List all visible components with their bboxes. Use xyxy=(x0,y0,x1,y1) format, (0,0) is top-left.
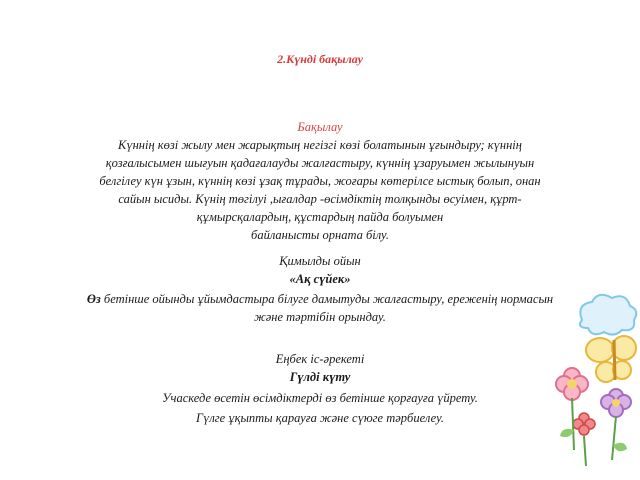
work-name: Гүлді күту xyxy=(289,370,351,384)
page-title: 2.Күнді бақылау xyxy=(277,52,363,66)
observation-line: Күннің көзі жылу мен жарықтың негізгі көзі болатынын ұғындыру; күннің xyxy=(118,138,522,152)
game-line: және тәртібін орындау. xyxy=(254,310,386,324)
cloud-icon xyxy=(580,295,636,335)
game-line xyxy=(40,290,600,308)
observation-line: белгілеу күн ұзын, күннің көзі ұзақ тұрады, жоғары көтерілсе ыстық болып, онан xyxy=(99,174,541,188)
work-line: Учаскеде өсетін өсімдіктерді өз бетінше қорғауға үйрету. xyxy=(162,391,478,405)
decoration-illustration xyxy=(520,280,640,480)
work-line: Гүлге ұқыпты қарауға және сүюге тәрбиелеу. xyxy=(195,411,445,425)
observation-line: байланысты орната білу. xyxy=(251,228,389,242)
observation-line: сайын ысиды. Күнің төгілуі ,ығалдар -өсімдіктің толқынды өсуімен, құрт- xyxy=(118,192,522,206)
butterfly-icon xyxy=(586,336,636,382)
game-lead-word: Өз xyxy=(86,292,101,306)
flower-icon xyxy=(556,368,631,466)
work-heading: Еңбек іс-әрекеті xyxy=(275,352,365,366)
observation-line: қозғалысымен шығуын қадағалауды жалғастыру, күннің ұзаруымен жылынуын xyxy=(105,156,535,170)
game-text xyxy=(40,290,600,326)
game-line-rest: бетінше ойынды ұйымдастыра білуге дамытуды жалғастыру, ереженің нормасын xyxy=(100,292,554,306)
game-heading: Қимылды ойын xyxy=(279,254,361,268)
observation-line: құмырсқалардың, құстардың пайда болуымен xyxy=(196,210,444,224)
observation-heading: Бақылау xyxy=(297,120,343,134)
observation-text xyxy=(42,136,598,244)
game-name: «Ақ сүйек» xyxy=(289,272,351,286)
